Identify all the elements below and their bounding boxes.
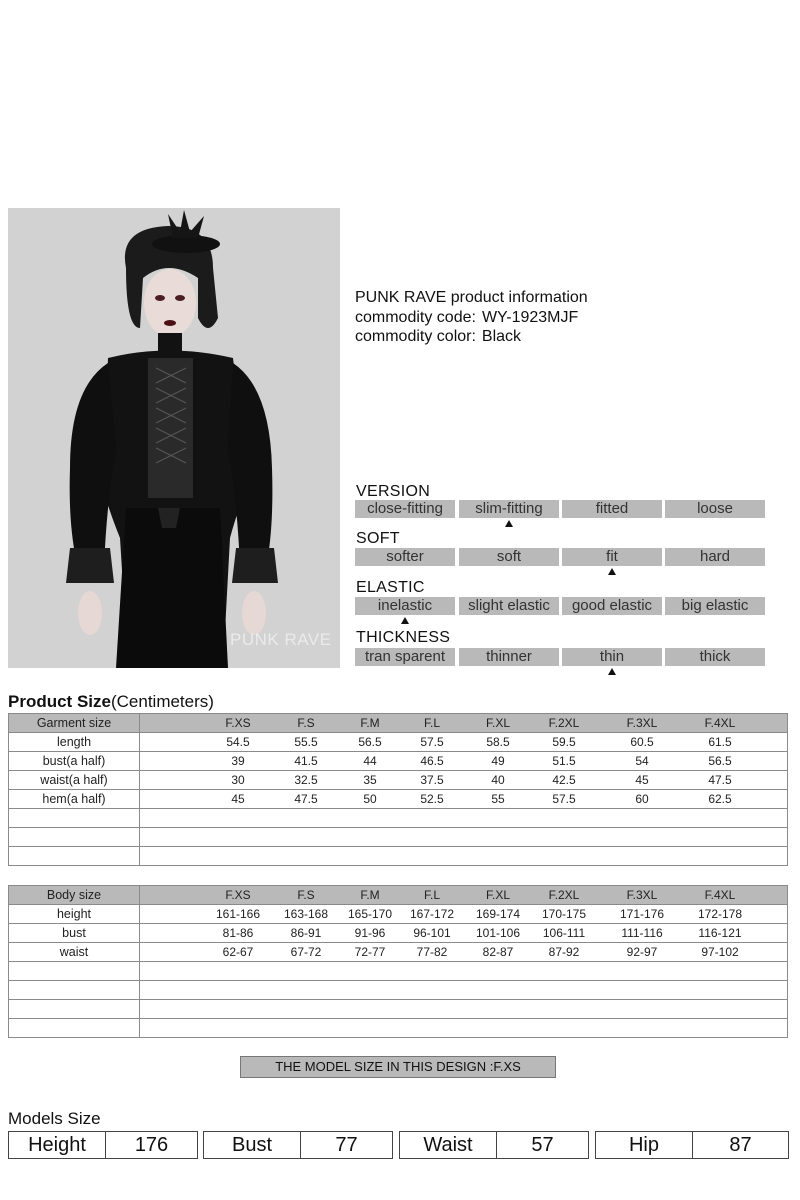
row-label: waist(a half) xyxy=(9,771,140,790)
table-cell: 62.5 xyxy=(708,792,732,806)
table-cell: F.M xyxy=(360,888,380,902)
body-size-table xyxy=(8,885,788,1038)
models-size-value: 57 xyxy=(531,1134,554,1156)
table-cell: 30 xyxy=(231,773,245,787)
row-label: hem(a half) xyxy=(9,790,140,809)
attr-version-title: VERSION xyxy=(356,483,431,500)
table-row xyxy=(9,790,788,809)
table-cell: 61.5 xyxy=(708,735,732,749)
garment-size-table xyxy=(8,713,788,866)
scale-option: loose xyxy=(665,500,765,518)
table-cell: F.XL xyxy=(485,888,510,902)
scale-option: close-fitting xyxy=(355,500,455,518)
table-cell: F.XS xyxy=(225,716,251,730)
table-cell: 46.5 xyxy=(420,754,444,768)
table-cell: F.XL xyxy=(485,716,510,730)
table-cell: 32.5 xyxy=(294,773,318,787)
attr-thickness-title: THICKNESS xyxy=(356,629,451,646)
table-cell: 97-102 xyxy=(701,945,739,959)
garment-size-headers xyxy=(140,714,788,733)
table-cell: 50 xyxy=(363,792,377,806)
commodity-color-line xyxy=(355,328,521,346)
table-cell: 56.5 xyxy=(708,754,732,768)
table-cell: 52.5 xyxy=(420,792,444,806)
body-header-row xyxy=(9,886,788,905)
table-cell: 60 xyxy=(635,792,649,806)
scale-option: soft xyxy=(459,548,559,566)
table-cell: 60.5 xyxy=(630,735,654,749)
table-cell: 163-168 xyxy=(283,907,329,921)
table-cell: 55 xyxy=(491,792,505,806)
table-cell: 81-86 xyxy=(222,926,254,940)
table-cell: 54.5 xyxy=(226,735,250,749)
models-size-value: 77 xyxy=(335,1134,358,1156)
models-size-waist xyxy=(399,1131,589,1159)
models-size-title: Models Size xyxy=(8,1109,101,1128)
table-cell: 45 xyxy=(231,792,245,806)
scale-option: slight elastic xyxy=(459,597,559,615)
product-size-title: Product Size(Centimeters) xyxy=(8,692,214,711)
table-cell: F.L xyxy=(423,888,440,902)
commodity-code-value: WY-1923MJF xyxy=(481,309,579,326)
body-size-headers xyxy=(140,886,788,905)
commodity-code-label: commodity code: xyxy=(355,309,476,326)
table-cell: F.3XL xyxy=(626,888,658,902)
table-cell: 171-176 xyxy=(619,907,665,921)
scale-option: fitted xyxy=(562,500,662,518)
table-cell: F.2XL xyxy=(548,888,580,902)
attr-elastic-title: ELASTIC xyxy=(356,579,425,596)
table-cell: 39 xyxy=(231,754,245,768)
table-cell: 41.5 xyxy=(294,754,318,768)
table-row xyxy=(9,733,788,752)
table-cell: 47.5 xyxy=(708,773,732,787)
table-cell: 86-91 xyxy=(290,926,322,940)
table-cell: F.3XL xyxy=(626,716,658,730)
table-cell: F.4XL xyxy=(704,716,736,730)
table-cell: 170-175 xyxy=(541,907,587,921)
models-size-hip xyxy=(595,1131,789,1159)
table-cell: 62-67 xyxy=(222,945,254,959)
scale-option: big elastic xyxy=(665,597,765,615)
table-cell: 96-101 xyxy=(413,926,451,940)
watermark: PUNK RAVE xyxy=(230,630,332,649)
table-cell: 167-172 xyxy=(409,907,455,921)
empty-row xyxy=(9,962,788,981)
table-cell: 54 xyxy=(635,754,649,768)
table-cell: 82-87 xyxy=(482,945,514,959)
scale-option: thin xyxy=(562,648,662,666)
table-cell: F.2XL xyxy=(548,716,580,730)
empty-row xyxy=(9,1019,788,1038)
empty-row xyxy=(9,981,788,1000)
table-cell: 35 xyxy=(363,773,377,787)
scale-option: slim-fitting xyxy=(459,500,559,518)
table-cell: 91-96 xyxy=(354,926,386,940)
table-cell: 101-106 xyxy=(475,926,521,940)
table-row xyxy=(9,924,788,943)
empty-row xyxy=(9,1000,788,1019)
table-row xyxy=(9,943,788,962)
table-cell: 51.5 xyxy=(552,754,576,768)
table-cell: 106-111 xyxy=(542,926,586,940)
models-size-value: 176 xyxy=(134,1134,169,1156)
scale-option: good elastic xyxy=(562,597,662,615)
scale-option: softer xyxy=(355,548,455,566)
table-cell: 59.5 xyxy=(552,735,576,749)
table-cell: 72-77 xyxy=(354,945,386,959)
table-row xyxy=(9,905,788,924)
row-label: height xyxy=(9,905,140,924)
table-row xyxy=(9,771,788,790)
table-cell: F.L xyxy=(423,716,440,730)
models-size-height xyxy=(8,1131,198,1159)
selected-marker-icon xyxy=(401,617,409,624)
models-size-label: Waist xyxy=(400,1132,497,1158)
body-header-label: Body size xyxy=(9,886,140,905)
scale-option: inelastic xyxy=(355,597,455,615)
table-cell: F.M xyxy=(360,716,380,730)
model-size-note: THE MODEL SIZE IN THIS DESIGN :F.XS xyxy=(240,1056,556,1078)
empty-row xyxy=(9,847,788,866)
product-info-title: PUNK RAVE product information xyxy=(355,289,588,306)
commodity-color-label: commodity color: xyxy=(355,328,476,345)
table-cell: 37.5 xyxy=(420,773,444,787)
table-cell: 116-121 xyxy=(698,926,742,940)
table-cell: 47.5 xyxy=(294,792,318,806)
commodity-color-value: Black xyxy=(481,328,522,345)
attr-soft-title: SOFT xyxy=(356,530,400,547)
table-cell: F.S xyxy=(297,888,315,902)
table-cell: 56.5 xyxy=(358,735,382,749)
product-photo xyxy=(8,208,340,668)
table-cell: 161-166 xyxy=(215,907,261,921)
table-cell: 49 xyxy=(491,754,505,768)
table-cell: 111-116 xyxy=(621,926,663,940)
table-cell: F.S xyxy=(297,716,315,730)
table-cell: 165-170 xyxy=(347,907,393,921)
row-label: waist xyxy=(9,943,140,962)
models-size-value: 87 xyxy=(729,1134,752,1156)
selected-marker-icon xyxy=(608,668,616,675)
scale-option: thinner xyxy=(459,648,559,666)
row-label: bust(a half) xyxy=(9,752,140,771)
table-cell: 87-92 xyxy=(548,945,580,959)
models-size-label: Hip xyxy=(596,1132,693,1158)
row-label: bust xyxy=(9,924,140,943)
table-cell: 45 xyxy=(635,773,649,787)
table-cell: F.XS xyxy=(225,888,251,902)
models-size-label: Height xyxy=(9,1132,106,1158)
table-cell: 172-178 xyxy=(697,907,743,921)
selected-marker-icon xyxy=(505,520,513,527)
row-label: length xyxy=(9,733,140,752)
models-size-label: Bust xyxy=(204,1132,301,1158)
empty-row xyxy=(9,809,788,828)
table-row xyxy=(9,752,788,771)
scale-option: fit xyxy=(562,548,662,566)
table-cell: 77-82 xyxy=(416,945,448,959)
models-size-bust xyxy=(203,1131,393,1159)
table-cell: 40 xyxy=(491,773,505,787)
empty-row xyxy=(9,828,788,847)
garment-header-label: Garment size xyxy=(9,714,140,733)
table-cell: 57.5 xyxy=(420,735,444,749)
scale-option: hard xyxy=(665,548,765,566)
table-cell: 55.5 xyxy=(294,735,318,749)
scale-option: thick xyxy=(665,648,765,666)
commodity-code-line xyxy=(355,309,578,327)
table-cell: 169-174 xyxy=(475,907,521,921)
table-cell: 44 xyxy=(363,754,377,768)
table-cell: 42.5 xyxy=(552,773,576,787)
scale-option: tran sparent xyxy=(355,648,455,666)
garment-header-row xyxy=(9,714,788,733)
table-cell: 67-72 xyxy=(290,945,322,959)
table-cell: 92-97 xyxy=(626,945,658,959)
selected-marker-icon xyxy=(608,568,616,575)
table-cell: 57.5 xyxy=(552,792,576,806)
model-illustration xyxy=(8,208,340,668)
table-cell: F.4XL xyxy=(704,888,736,902)
table-cell: 58.5 xyxy=(486,735,510,749)
